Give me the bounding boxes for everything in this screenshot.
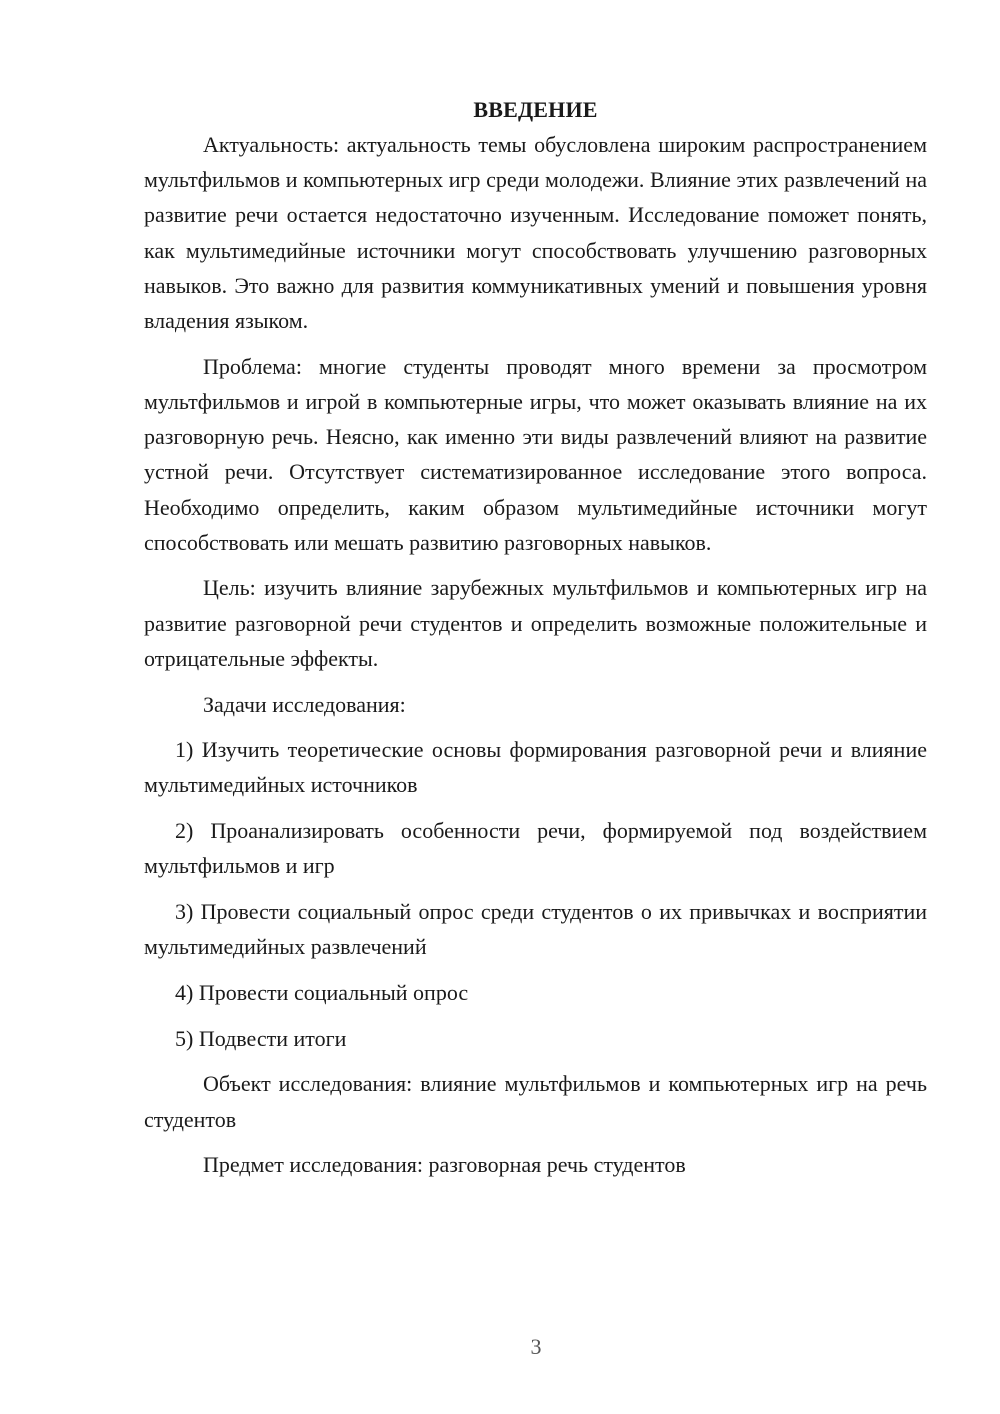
page-number: 3 bbox=[530, 1334, 542, 1359]
page-content bbox=[144, 92, 927, 1193]
tasks-heading: Задачи исследования: bbox=[203, 691, 406, 717]
object-paragraph: Объект исследования: влияние мультфильмов и компьютерных игр на речь студентов bbox=[144, 1071, 927, 1132]
task-item-3: 3) Провести социальный опрос среди студентов о их привычках и восприятии мультимедийных развлечений bbox=[144, 899, 927, 960]
task-item-5: 5) Подвести итоги bbox=[175, 1025, 347, 1051]
subject-paragraph: Предмет исследования: разговорная речь студентов bbox=[203, 1152, 686, 1178]
task-item-1: 1) Изучить теоретические основы формирования разговорной речи и влияние мультимедийных источников bbox=[144, 737, 927, 798]
task-item-4: 4) Провести социальный опрос bbox=[175, 979, 469, 1005]
section-title: ВВЕДЕНИЕ bbox=[473, 97, 598, 122]
goal-paragraph: Цель: изучить влияние зарубежных мультфильмов и компьютерных игр на развитие разговорной речи студентов и определить возможные положительные и отрицательные эффекты. bbox=[144, 575, 927, 671]
task-item-2: 2) Проанализировать особенности речи, формируемой под воздействием мультфильмов и игр bbox=[144, 818, 927, 879]
tasks-list bbox=[144, 732, 927, 1056]
relevance-paragraph: Актуальность: актуальность темы обусловлена широким распространением мультфильмов и компьютерных игр среди молодежи. Влияние этих развлечений на развитие речи остается недостаточно изученным. Исследование поможет понять, как мультимедийные источники могут способствовать улучшению разговорных навыков. Это важно для развития коммуникативных умений и повышения уровня владения языком. bbox=[144, 132, 927, 334]
problem-paragraph: Проблема: многие студенты проводят много времени за просмотром мультфильмов и игрой в компьютерные игры, что может оказывать влияние на их разговорную речь. Неясно, как именно эти виды развлечений влияют на развитие устной речи. Отсутствует систематизированное исследование этого вопроса. Необходимо определить, каким образом мультимедийные источники могут способствовать или мешать развитию разговорных навыков. bbox=[144, 353, 927, 555]
